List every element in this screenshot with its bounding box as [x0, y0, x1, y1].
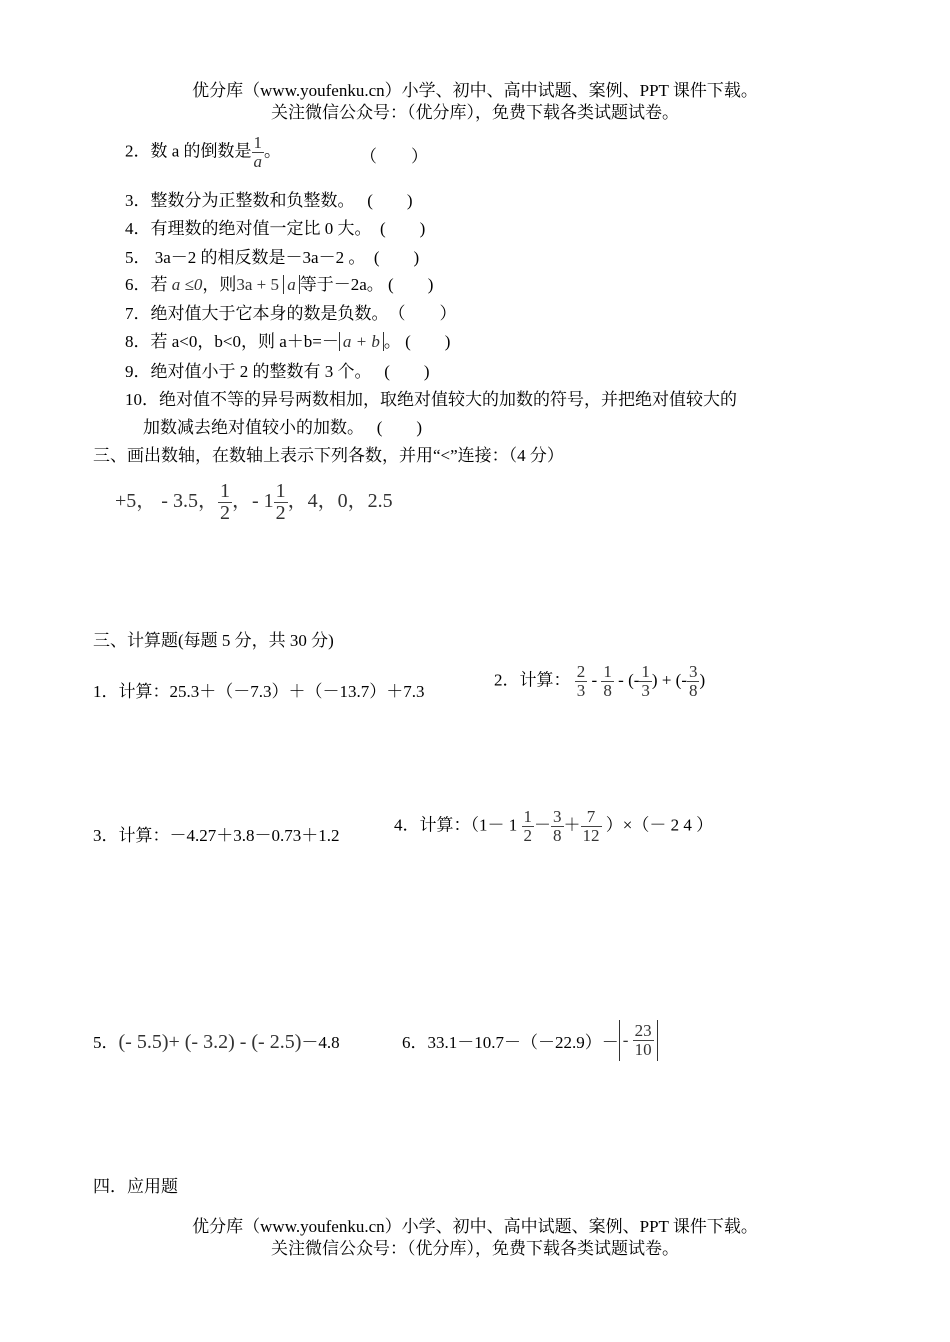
calc-p4 [394, 808, 713, 845]
header-line-1: 优分库（www.youfenku.cn）小学、初中、高中试题、案例、PPT 课件下载。 [192, 81, 758, 100]
nl-frac-half [218, 481, 232, 524]
nl-sep: ， [231, 490, 252, 513]
p2-op3: ) + (- [651, 670, 687, 690]
nl-n2: - 3.5， [161, 490, 218, 513]
q6-suffix: 等于－2a。 ( ) [299, 275, 434, 294]
calc-p6 [402, 1020, 658, 1061]
p4-frac-3 [581, 808, 602, 845]
p5-tail: －4.8 [301, 1033, 340, 1052]
p4-frac-1 [522, 808, 535, 845]
p4-f2-num: 3 [553, 807, 562, 826]
judge-q8 [125, 327, 450, 352]
header-line-2: 关注微信公众号：（优分库），免费下载各类试题试卷。 [271, 103, 679, 122]
p6-label: 6．33.1－10.7－（－22.9）－ [402, 1032, 619, 1052]
p5-expr: (- 5.5)+ (- 3.2) - (- 2.5) [118, 1031, 302, 1053]
p4-label: 4．计算：（1－ 1 [394, 815, 518, 835]
p2-frac-4 [687, 663, 700, 700]
p4-f2-den: 8 [553, 825, 562, 845]
q2-suffix: 。 [264, 141, 282, 161]
p4-f3-num: 7 [586, 807, 596, 826]
q2-fraction [252, 134, 265, 171]
p6-frac [633, 1022, 654, 1059]
p2-op1: - [591, 670, 598, 690]
judge-q9: 9．绝对值小于 2 的整数有 3 个。 ( ) [125, 362, 430, 381]
judge-q2 [125, 134, 281, 171]
calc-title: 三、计算题(每题 5 分，共 30 分) [93, 631, 334, 650]
p2-frac-1 [575, 663, 588, 700]
q6-abs-a: a [283, 275, 300, 294]
q8-suffix: 。 ( ) [383, 332, 451, 351]
p4-op2: ＋ [563, 815, 581, 835]
q2-den: a [253, 151, 263, 171]
p2-op2: - (- [618, 670, 640, 690]
p2-label: 2．计算： [494, 670, 571, 690]
nl-n3: - 1 [251, 490, 274, 513]
nl-n1: +5， [115, 490, 157, 513]
judge-q7: 7．绝对值大于它本身的数是负数。 （ ） [125, 304, 457, 323]
p2-f2-den: 8 [603, 680, 612, 700]
apply-title: 四．应用题 [93, 1177, 178, 1196]
calc-p3: 3．计算：－4.27＋3.8－0.73＋1.2 [93, 826, 340, 845]
nl-f1-den: 2 [219, 502, 230, 524]
p2-f1-den: 3 [576, 680, 586, 700]
nl-f1-num: 1 [219, 480, 230, 502]
footer-line-1: 优分库（www.youfenku.cn）小学、初中、高中试题、案例、PPT 课件下载。 [192, 1217, 758, 1236]
judge-q10-line2: 加数减去绝对值较小的加数。 ( ) [143, 418, 423, 437]
q2-prefix: 2．数 a 的倒数是 [125, 141, 252, 161]
p4-op1: － [534, 815, 551, 835]
q8-abs: a + b [339, 332, 384, 351]
nl-tail: ，4，0，2.5 [287, 490, 393, 513]
calc-p1: 1．计算：25.3＋（－7.3）＋（－13.7）＋7.3 [93, 682, 425, 701]
nl-f2-num: 1 [275, 480, 286, 502]
p2-close: ) [699, 670, 706, 690]
p4-f3-den: 12 [582, 825, 600, 845]
p2-f1-num: 2 [576, 662, 586, 681]
q6-mid: ，则 [202, 275, 237, 294]
p6-abs [619, 1020, 658, 1061]
p2-f3-den: 3 [641, 680, 650, 700]
judge-q10-line1: 10．绝对值不等的异号两数相加，取绝对值较大的加数的符号，并把绝对值较大的 [125, 390, 737, 409]
p4-tail: ）×（－ 2 4 ） [605, 815, 714, 835]
p5-label: 5． [93, 1033, 119, 1052]
judge-q3: 3．整数分为正整数和负整数。 ( ) [125, 191, 413, 210]
numberline-title: 三、画出数轴，在数轴上表示下列各数，并用“<”连接：（4 分） [93, 446, 564, 465]
nl-frac-mixed [274, 481, 288, 524]
calc-p5 [93, 1028, 340, 1054]
footer-line-2: 关注微信公众号：（优分库），免费下载各类试题试卷。 [271, 1239, 679, 1258]
nl-f2-den: 2 [275, 502, 286, 524]
q8-prefix: 8．若 a<0，b<0，则 a＋b=－ [125, 332, 339, 351]
numberline-numbers [115, 481, 393, 524]
p2-f3-num: 1 [641, 662, 650, 681]
p4-frac-2 [551, 808, 564, 845]
p2-f4-num: 3 [688, 662, 698, 681]
p4-f1-num: 1 [523, 807, 532, 826]
q6-prefix: 6．若 [125, 275, 168, 294]
q6-expr-a: 3a + 5 [236, 275, 279, 294]
p2-f2-num: 1 [603, 662, 612, 681]
p6-minus: - [622, 1030, 629, 1050]
p2-frac-2 [601, 663, 614, 700]
calc-p2 [494, 663, 705, 700]
q2-answer-paren: （ ） [360, 147, 428, 166]
p2-frac-3 [639, 663, 652, 700]
judge-q4: 4．有理数的绝对值一定比 0 大。 ( ) [125, 219, 426, 238]
p6-f-den: 10 [634, 1039, 652, 1059]
q6-condition: a ≤0 [171, 275, 203, 294]
p6-f-num: 23 [634, 1021, 652, 1040]
judge-q6 [125, 270, 433, 295]
q2-num: 1 [253, 133, 263, 152]
p2-f4-den: 8 [688, 680, 698, 700]
p4-f1-den: 2 [523, 825, 532, 845]
judge-q5: 5． 3a－2 的相反数是－3a－2 。 ( ) [125, 248, 420, 267]
